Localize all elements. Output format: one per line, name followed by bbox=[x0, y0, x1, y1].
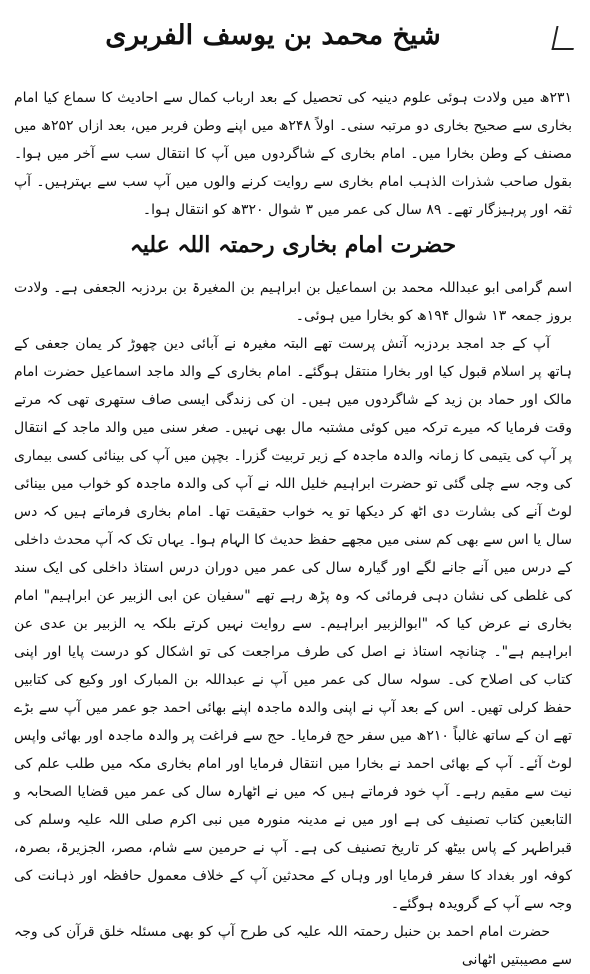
heading-1: شیخ محمد بن یوسف الفربری bbox=[105, 20, 441, 51]
section-2-paragraph-2: آپ کے جد امجد بردزبہ آتش پرست تھے البتہ مغیرہ نے آبائی دین چھوڑ کر یمان جعفی کے ہاتھ پر اسلام قبول کیا اور بخارا منتقل ہوگئے۔ امام بخاری کے والد ماجد اسماعیل حضرت امام مالک اور حماد بن زید کے شاگردوں میں ہیں۔ ان کی زندگی ایسی صاف ستھری تھی کہ مرتے وقت فرمایا کہ میرے ترکہ میں کوئی مشتبہ مال بھی نہیں۔ صغر سنی میں والد ماجد کے انتقال پر آپ کی یتیمی کا زمانہ والدہ ماجدہ کے زیر تربیت گزرا۔ بچپن میں آپ کی بینائی کسی بیماری کی وجہ سے چلی گئی تو حضرت ابراہیم خلیل اللہ نے آپ کی والدہ ماجدہ کو خواب میں بینائی لوٹ آنے کی بشارت دی اٹھ کر دیکھا تو یہ خواب حقیقت تھا۔ امام بخاری فرماتے ہیں کہ دس سال یا اس سے بھی کم سنی میں مجھے حفظ حدیث کا الہام ہوا۔ یہاں تک کہ آپ محدث داخلی کے درس میں آنے جانے لگے اور گیارہ سال کی عمر میں دوران درس استاذ داخلی کی ایک سند کی غلطی کی نشان دہی فرمائی کہ وہ پڑھ رہے تھے "سفیان عن ابی الزبیر عن ابراہیم" امام بخاری نے عرض کیا کہ "ابوالزبیر ابراہیم۔ سے روایت نہیں کرتے بلکہ یہ الزبیر بن عدی عن ابراہیم ہے"۔ چنانچہ استاذ نے اصل کی طرف مراجعت کی تو اشکال کو درست پایا اور اپنی کتاب کی اصلاح کی۔ سولہ سال کی عمر میں آپ نے عبداللہ بن المبارک اور وکیع کی کتابیں حفظ کرلی تھیں۔ اس کے بعد آپ نے اپنی والدہ ماجدہ اپنے بھائی احمد جو عمر میں آپ سے بڑے تھے ان کے ساتھ غالباً ۲۱۰ھ میں سفر حج فرمایا۔ حج سے فراغت پر والدہ ماجدہ اور بھائی واپس لوٹ آئے۔ آپ کے بھائی احمد نے بخارا میں انتقال فرمایا اور امام بخاری مکہ میں طلب علم کی نیت سے مقیم رہے۔ آپ خود فرماتے ہیں کہ میں نے اٹھارہ سال کی عمر میں قضایا الصحابہ و التابعین کتاب تصنیف کی ہے اور میں نے مدینہ منورہ میں نبی اکرم صلی اللہ علیہ وسلم کی قبراطہر کے پاس بیٹھ کر تاریخ تصنیف کی ہے۔ آپ نے حرمین سے شام، مصر، الجزیرۃ، بصرہ، کوفہ اور بغداد کا سفر فرمایا اور وہاں کے محدثین آپ کے خلاف معمول حافظہ اور ذہانت کی وجہ سے آپ کے گرویدہ ہوگئے۔ bbox=[14, 336, 572, 912]
section-2-paragraph-1: اسم گرامی ابو عبداللہ محمد بن اسماعیل بن ابراہیم بن المغیرۃ بن بردزبہ الجعفی ہے۔ ولادت بروز جمعہ ۱۳ شوال ۱۹۴ھ کو بخارا میں ہوئی۔ bbox=[14, 280, 572, 324]
section-2-paragraph-3: حضرت امام احمد بن حنبل رحمتہ اللہ علیہ کی طرح آپ کو بھی مسئلہ خلق قرآن کی وجہ سے مصیبتیں اٹھانی bbox=[14, 924, 572, 968]
corner-mark-icon bbox=[551, 26, 578, 50]
section-1-paragraph: ۲۳۱ھ میں ولادت ہوئی علوم دینیہ کی تحصیل کے بعد ارباب کمال سے احادیث کا سماع کیا امام بخاری سے صحیح بخاری دو مرتبہ سنی۔ اولاً ۲۴۸ھ میں اپنے وطن فربر میں، بعد ازاں ۲۵۲ھ میں مصنف کے وطن بخارا میں۔ امام بخاری کے شاگردوں میں آپ کا انتقال سب سے آخر میں ہوا۔ بقول صاحب شذرات الذہب امام بخاری سے روایت کرنے والوں میں آپ سب سے بہترہیں۔ آپ ثقہ اور پرہیزگار تھے۔ ۸۹ سال کی عمر میں ۳ شوال ۳۲۰ھ کو انتقال ہوا۔ bbox=[14, 90, 573, 218]
heading-2: حضرت امام بخاری رحمتہ اللہ علیہ bbox=[129, 232, 457, 258]
